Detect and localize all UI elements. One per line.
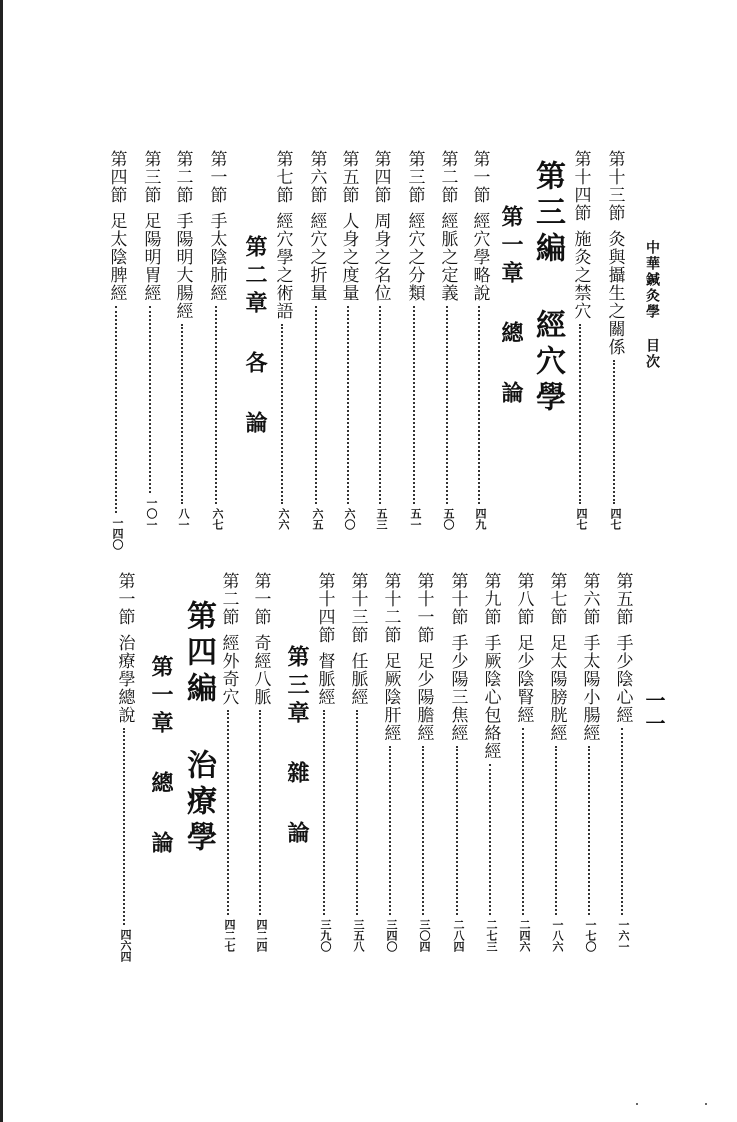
page-number: 一一	[642, 690, 666, 736]
toc-entry: 第三節 經穴之分類 五一	[404, 150, 425, 530]
toc-entry: 第六節 經穴之折量 六五	[306, 150, 327, 530]
chapter-heading: 第三章 雜 論	[284, 645, 310, 849]
toc-entry: 第五節 手少陰心經 一六一	[612, 572, 633, 952]
toc-entry: 第十三節 灸與攝生之關係 四七	[604, 150, 625, 530]
scan-speck	[705, 1103, 707, 1105]
toc-entry: 第四節 周身之名位 五三	[370, 150, 391, 530]
part-heading: 第三編 經穴學	[530, 160, 565, 417]
toc-entry: 第一節 治療學總說 四六四	[114, 572, 135, 962]
toc-entry: 第六節 手太陽小腸經 一七〇	[579, 572, 600, 952]
page-edge	[0, 0, 3, 1122]
toc-entry: 第四節 足太陰脾經 一四〇	[106, 150, 127, 550]
toc-entry: 第十一節 足少陽膽經 三〇四	[413, 572, 434, 952]
chapter-heading: 第二章 各 論	[242, 235, 268, 439]
part-heading: 第四編 治療學	[181, 600, 216, 857]
toc-entry: 第八節 足少陰腎經 二四六	[513, 572, 534, 952]
toc-entry: 第二節 經外奇穴 四二七	[218, 572, 239, 952]
toc-entry: 第十二節 足厥陰肝經 三四〇	[380, 572, 401, 952]
chapter-heading: 第一章 總 論	[498, 205, 524, 409]
running-title: 中華鍼灸學 目次	[644, 240, 660, 370]
scan-speck	[636, 1103, 638, 1105]
toc-entry: 第七節 經穴學之術語 六六	[272, 150, 293, 530]
toc-entry: 第三節 足陽明胃經 一〇一	[140, 150, 161, 530]
toc-entry: 第二節 經脈之定義 五〇	[437, 150, 458, 530]
toc-entry: 第十四節 督脈經 三九〇	[314, 572, 335, 952]
toc-entry: 第五節 人身之度量 六〇	[338, 150, 359, 530]
toc-entry: 第十三節 任脈經 三五八	[347, 572, 368, 952]
toc-entry: 第十四節 施灸之禁穴 四七	[570, 150, 591, 530]
chapter-heading: 第一章 總 論	[148, 655, 174, 859]
toc-entry: 第一節 經穴學略說 四九	[469, 150, 490, 530]
toc-entry: 第十節 手少陽三焦經 二八四	[447, 572, 468, 952]
toc-entry: 第七節 足太陽膀胱經 一八六	[546, 572, 567, 952]
toc-entry: 第一節 奇經八脈 四二四	[250, 572, 271, 952]
toc-entry: 第二節 手陽明大腸經 八一	[172, 150, 193, 530]
toc-entry: 第九節 手厥陰心包絡經 二七三	[480, 572, 501, 952]
toc-entry: 第一節 手太陰肺經 六七	[206, 150, 227, 530]
